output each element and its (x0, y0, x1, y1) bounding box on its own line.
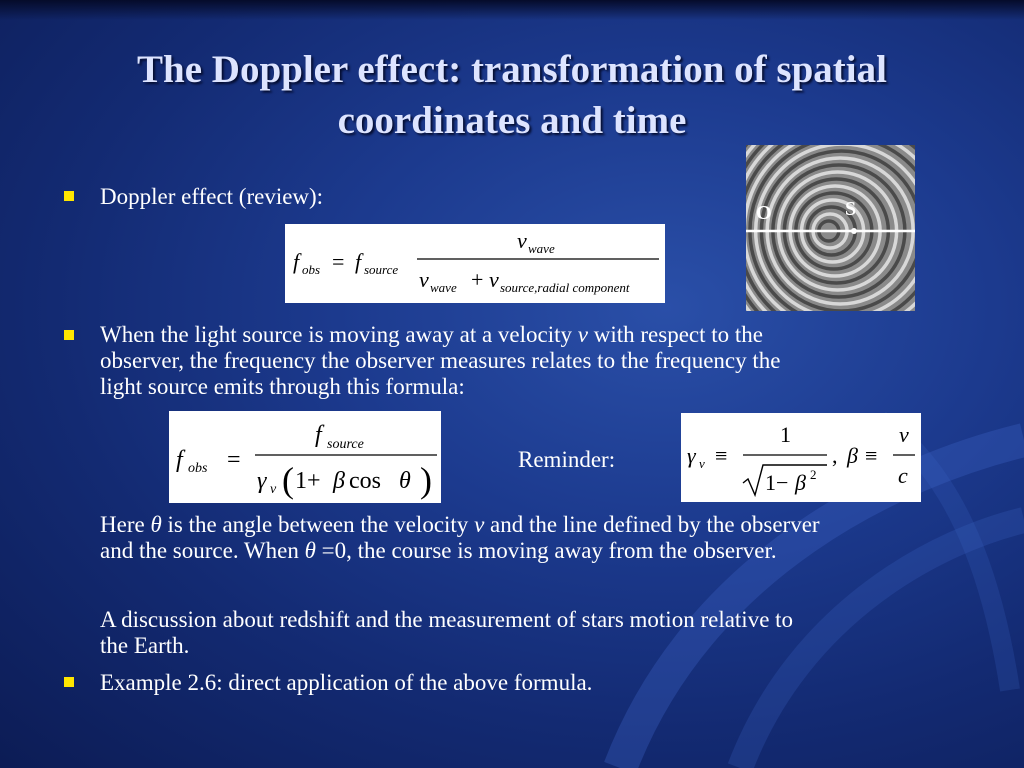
source-label: S (845, 198, 857, 220)
beta-in-root: β (795, 470, 806, 495)
doppler-wave-image (746, 145, 915, 311)
here2-a: and the source. When (100, 538, 305, 563)
reminder-label: Reminder: (518, 447, 616, 472)
gamma-symbol: γ (257, 468, 267, 494)
v-source-denominator: v (489, 267, 499, 292)
wave-subscript-numerator: wave (528, 241, 555, 256)
v-wave-numerator: v (517, 228, 527, 253)
bullet-marker-2 (64, 330, 74, 340)
beta-symbol: β (333, 468, 345, 494)
slide-title (40, 44, 984, 146)
bullet-marker-1 (64, 191, 74, 201)
here-b: is the angle between the velocity (161, 512, 475, 537)
title-line-1: The Doppler effect: transformation of spatial (137, 48, 887, 91)
bullet-1-text: Doppler effect (review): (100, 184, 324, 209)
v-numerator: v (899, 422, 909, 447)
theta-explanation-line-1 (100, 512, 980, 538)
f-obs-symbol: f (293, 249, 300, 274)
gamma-beta-definition (681, 413, 921, 502)
relativistic-doppler-formula-box (169, 411, 441, 503)
plus-sign: + (471, 267, 484, 292)
squared-exponent: 2 (810, 467, 817, 482)
wave-subscript-denominator: wave (430, 280, 457, 295)
theta-explanation (100, 512, 980, 564)
f-obs-symbol-2: f (176, 447, 183, 473)
one-plus: 1+ (295, 468, 321, 494)
here2-b: =0, the course is moving away from the observer. (315, 538, 777, 563)
bullet-2-line-3: light source emits through this formula: (100, 374, 465, 399)
equiv-sign-2: ≡ (865, 443, 878, 468)
bullet-2-text (100, 322, 980, 400)
here-a: Here (100, 512, 151, 537)
equals-sign: = (332, 249, 345, 274)
velocity-symbol: v (577, 322, 588, 347)
bullet-marker-3 (64, 677, 74, 687)
top-bar (0, 0, 1024, 20)
equiv-sign: ≡ (715, 443, 728, 468)
discussion-text (100, 607, 980, 659)
numerator-one: 1 (780, 422, 791, 447)
discussion-line-2: the Earth. (100, 633, 190, 658)
theta-inline: θ (150, 512, 162, 537)
beta-symbol-def: β (847, 443, 858, 468)
bullet-2-line-1-a: When the light source is moving away at a velocity (100, 322, 578, 347)
theta-symbol: θ (399, 468, 411, 494)
obs-subscript-2: obs (188, 461, 208, 476)
theta-explanation-line-2 (100, 538, 980, 564)
cos-function: cos (349, 468, 381, 494)
left-paren: ( (282, 460, 294, 500)
observer-label: O (756, 202, 772, 224)
velocity-inline: v (474, 512, 485, 537)
source-subscript-2: source (327, 437, 364, 452)
gamma-v-subscript: v (270, 482, 277, 497)
bullet-3-text: Example 2.6: direct application of the above formula. (100, 670, 593, 695)
obs-subscript: obs (302, 262, 321, 277)
bullet-2-line-1-b: with respect to the (587, 322, 763, 347)
theta-inline-2: θ (304, 538, 316, 563)
gamma-beta-definition-box (681, 413, 921, 502)
gamma-v-subscript-def: v (699, 456, 705, 471)
bullet-2-line-2: observer, the frequency the observer measures relates to the frequency the (100, 348, 781, 373)
wave-rings (746, 145, 915, 311)
f-source-symbol: f (355, 249, 362, 274)
one-minus: 1− (765, 470, 789, 495)
here-c: and the line defined by the observer (484, 512, 820, 537)
equals-sign-2: = (227, 447, 241, 473)
v-wave-denominator: v (419, 267, 429, 292)
source-radial-subscript: source,radial component (500, 280, 630, 295)
source-subscript: source (364, 262, 399, 277)
doppler-formula-box (285, 224, 665, 303)
gamma-symbol-def: γ (687, 443, 696, 468)
c-denominator: c (898, 463, 908, 488)
title-line-2: coordinates and time (337, 99, 687, 142)
doppler-formula (285, 224, 665, 303)
relativistic-doppler-formula (169, 411, 441, 503)
comma: , (832, 443, 838, 468)
right-paren: ) (420, 460, 432, 500)
discussion-line-1: A discussion about redshift and the measurement of stars motion relative to (100, 607, 794, 632)
f-source-numerator: f (315, 422, 322, 448)
bullet-2-line-1 (100, 322, 980, 348)
